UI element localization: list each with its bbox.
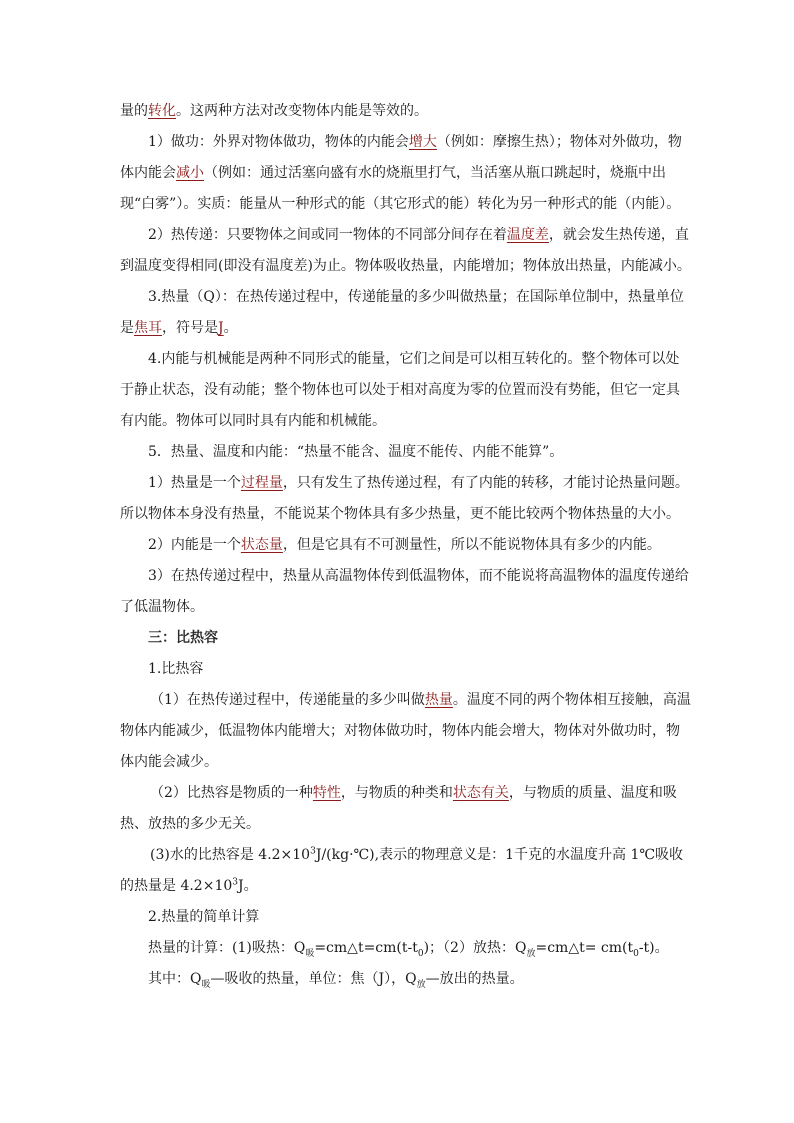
document-body bbox=[120, 96, 692, 995]
text-run: 。 bbox=[223, 320, 238, 336]
paragraph-p3 bbox=[120, 220, 692, 282]
text-run: —吸收的热量，单位：焦（J），Q bbox=[210, 971, 417, 987]
text-run: —放出的热量。 bbox=[425, 971, 524, 987]
paragraph-p5 bbox=[120, 344, 692, 437]
text-run: （例如：通过活塞向盛有水的烧瓶里打气，当活塞从瓶口跳起时，烧瓶中出现“白雾”）。实质：能量从一种形式的能（其它形式的能）转化为另一种形式的能（内能）。 bbox=[120, 165, 681, 212]
paragraph-p17 bbox=[120, 964, 692, 995]
key-term: 增大 bbox=[408, 134, 437, 150]
text-run: 2）热传递：只要物体之间或同一物体的不同部分间存在着 bbox=[148, 227, 507, 243]
paragraph-p12 bbox=[120, 685, 692, 778]
superscript: 3 bbox=[232, 877, 238, 888]
text-run: 其中：Q bbox=[148, 971, 202, 987]
text-run: ，与物质的种类和 bbox=[340, 785, 453, 801]
text-run: ，符号是 bbox=[162, 320, 218, 336]
key-term: 焦耳 bbox=[134, 320, 162, 336]
text-run: 。这两种方法对改变物体内能是等效的。 bbox=[176, 103, 428, 119]
text-run: 3.热量（Q）：在热传递过程中，传递能量的多少叫做热量；在国际单位制中，热量单位是 bbox=[120, 289, 684, 336]
text-run: 5．热量、温度和内能：“热量不能含、温度不能传、内能不能算”。 bbox=[148, 444, 564, 460]
key-term: 过程量 bbox=[240, 475, 283, 491]
text-run: ，与物质的质量、温度和吸热、放热的多少无关。 bbox=[120, 785, 677, 832]
text-run: )；（2）放热：Q bbox=[423, 940, 527, 956]
text-run: 2.热量的简单计算 bbox=[148, 909, 260, 925]
text-run: ，但是它具有不可测量性，所以不能说物体具有多少的内能。 bbox=[282, 537, 661, 553]
subscript: 吸 bbox=[305, 948, 315, 959]
paragraph-p11 bbox=[120, 654, 692, 685]
key-term: 转化 bbox=[148, 103, 176, 119]
text-run: 1.比热容 bbox=[148, 661, 204, 677]
text-run: =cm△t=cm(t-t bbox=[314, 940, 418, 956]
key-term: 状态量 bbox=[240, 537, 283, 553]
subscript: 放 bbox=[416, 979, 426, 990]
text-run: （例如：摩擦生热）；物体对外做功，物体内能会 bbox=[120, 134, 682, 181]
text-run: (3)水的比热容是 4.2×10 bbox=[150, 847, 311, 863]
paragraph-p13 bbox=[120, 778, 692, 840]
paragraph-p15 bbox=[120, 902, 692, 933]
text-run: J。 bbox=[238, 878, 258, 894]
text-run: =cm△t= cm(t bbox=[535, 940, 634, 956]
paragraph-p2 bbox=[120, 127, 692, 220]
subscript: 吸 bbox=[201, 979, 211, 990]
text-run: 4.内能与机械能是两种不同形式的能量，它们之间是可以相互转化的。整个物体可以处于静止状态，没有动能；整个物体也可以处于相对高度为零的位置而没有势能，但它一定具有内能。物体可以同时具有内能和机械能。 bbox=[120, 351, 680, 429]
subscript: 0 bbox=[633, 948, 639, 959]
key-term: 温度差 bbox=[506, 227, 549, 243]
subscript: 放 bbox=[526, 948, 536, 959]
text-run: J/(kg·℃),表示的物理意义是：1千克的水温度升高 1℃吸收的热量是 4.2×10 bbox=[120, 847, 684, 894]
subscript: 0 bbox=[417, 948, 424, 959]
text-run: ，就会发生热传递，直到温度变得相同(即没有温度差)为止。物体吸收热量，内能增加；物体放出热量，内能减小。 bbox=[120, 227, 691, 274]
key-term: 状态有关 bbox=[452, 785, 509, 801]
text-run: 2）内能是一个 bbox=[148, 537, 241, 553]
paragraph-p14 bbox=[120, 840, 692, 902]
key-term: J bbox=[218, 320, 224, 336]
text-run: 三：比热容 bbox=[148, 630, 218, 646]
paragraph-p4 bbox=[120, 282, 692, 344]
paragraph-p7 bbox=[120, 468, 692, 530]
key-term: 热量 bbox=[424, 692, 453, 708]
text-run: 。温度不同的两个物体相互接触，高温物体内能减少，低温物体内能增大；对物体做功时，物体内能会增大，物体对外做功时，物体内能会减少。 bbox=[120, 692, 691, 770]
text-run: ，只有发生了热传递过程，有了内能的转移，才能讨论热量问题。所以物体本身没有热量，不能说某个物体具有多少热量，更不能比较两个物体热量的大小。 bbox=[120, 475, 689, 522]
paragraph-p9 bbox=[120, 561, 692, 623]
key-term: 减小 bbox=[176, 165, 204, 181]
text-run: 热量的计算：(1)吸热：Q bbox=[148, 940, 306, 956]
text-run: （2）比热容是物质的一种 bbox=[150, 785, 313, 801]
text-run: 量的 bbox=[120, 103, 148, 119]
text-run: （1）在热传递过程中，传递能量的多少叫做 bbox=[150, 692, 425, 708]
text-run: 1）做功：外界对物体做功，物体的内能会 bbox=[148, 134, 409, 150]
key-term: 特性 bbox=[312, 785, 341, 801]
paragraph-p1 bbox=[120, 96, 692, 127]
superscript: 3 bbox=[310, 846, 316, 857]
paragraph-p8 bbox=[120, 530, 692, 561]
text-run: -t)。 bbox=[638, 940, 669, 956]
paragraph-p16 bbox=[120, 933, 692, 964]
paragraph-p10 bbox=[120, 623, 692, 654]
paragraph-p6 bbox=[120, 437, 692, 468]
text-run: 3）在热传递过程中，热量从高温物体传到低温物体，而不能说将高温物体的温度传递给了低温物体。 bbox=[120, 568, 689, 615]
text-run: 1）热量是一个 bbox=[148, 475, 241, 491]
